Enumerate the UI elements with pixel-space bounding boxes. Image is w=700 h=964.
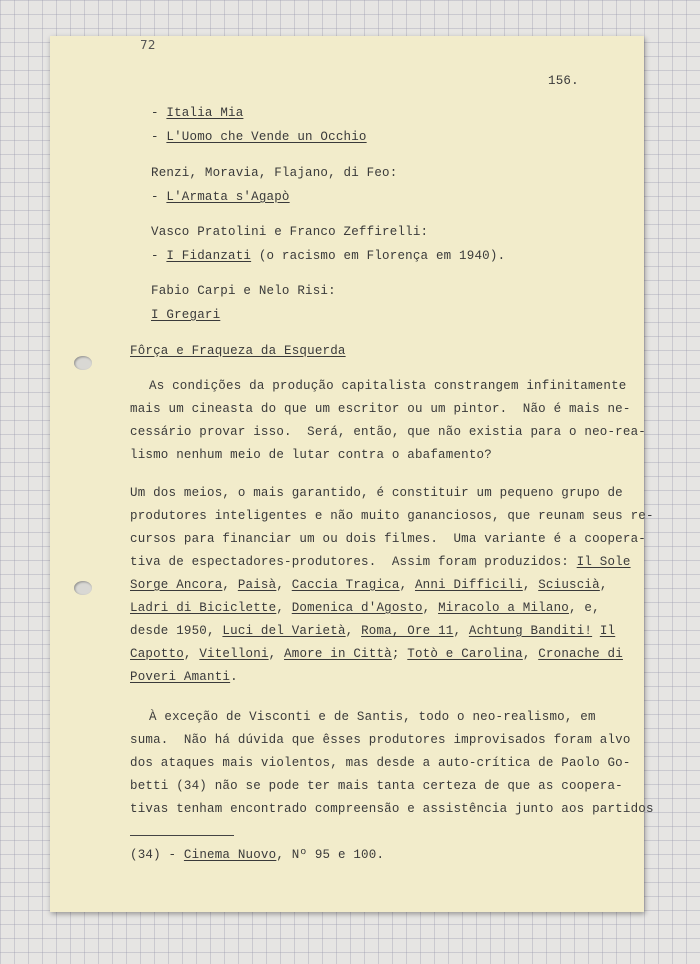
film-list-item: - Italia Mia: [151, 106, 244, 120]
film-note: (o racismo em Florença em 1940).: [251, 249, 506, 263]
punch-hole-top: [74, 356, 92, 370]
film-title: Vitelloni: [199, 647, 269, 661]
paragraph-line: dos ataques mais violentos, mas desde a auto-crítica de Paolo Go-: [130, 756, 631, 770]
film-title: Sorge Ancora: [130, 578, 223, 592]
film-title: Achtung Banditi!: [468, 624, 593, 638]
film-title: L'Armata s'Agapò: [166, 190, 290, 204]
film-list-item: - L'Uomo che Vende un Occhio: [151, 130, 367, 144]
film-title: Amore in Città: [284, 647, 392, 661]
paragraph-line: suma. Não há dúvida que êsses produtores improvisados foram alvo: [130, 733, 631, 747]
film-title: I Fidanzati: [166, 249, 252, 263]
film-list-item: - L'Armata s'Agapò: [151, 190, 290, 204]
film-title: Caccia Tragica: [291, 578, 400, 592]
film-title: Il Sole: [576, 555, 631, 569]
typed-page-number: 156.: [548, 74, 579, 88]
paragraph-line: Sorge Ancora, Paisà, Caccia Tragica, Anni Difficili, Sciuscià,: [130, 578, 616, 592]
film-title: Il: [599, 624, 616, 638]
film-title: Poveri Amanti: [130, 670, 231, 684]
footnote: (34) - Cinema Nuovo, Nº 95 e 100.: [130, 848, 385, 862]
film-title: Ladri di Biciclette: [130, 601, 277, 615]
paragraph-line: tivas tenham encontrado compreensão e assistência junto aos partidos: [130, 802, 654, 816]
paragraph-line: À exceção de Visconti e de Santis, todo o neo-realismo, em: [149, 710, 596, 724]
paragraph-line: desde 1950, Luci del Varietà, Roma, Ore 11, Achtung Banditi! Il: [130, 624, 616, 638]
paragraph-line: cursos para financiar um ou dois filmes. Uma variante é a coopera-: [130, 532, 646, 546]
paragraph-line: mais um cineasta do que um escritor ou um pintor. Não é mais ne-: [130, 402, 631, 416]
film-title: Capotto: [130, 647, 184, 661]
typewritten-page: [50, 36, 654, 912]
film-title: Totò e Carolina: [407, 647, 523, 661]
film-title: Domenica d'Agosto: [291, 601, 423, 615]
paragraph-line: Poveri Amanti.: [130, 670, 238, 684]
paragraph-line: [130, 555, 631, 569]
film-title: Cronache di: [538, 647, 623, 661]
paragraph-line: Um dos meios, o mais garantido, é constituir um pequeno grupo de: [130, 486, 623, 500]
paragraph-line: cessário provar isso. Será, então, que não existia para o neo-rea-: [130, 425, 646, 439]
film-title: L'Uomo che Vende un Occhio: [166, 130, 367, 144]
film-title: Paisà: [237, 578, 277, 592]
paragraph-line: Ladri di Biciclette, Domenica d'Agosto, Miracolo a Milano, e,: [130, 601, 600, 615]
film-list-item: - I Fidanzati (o racismo em Florença em 1940).: [151, 249, 506, 263]
film-title: Sciuscià: [538, 578, 600, 592]
film-credit: Renzi, Moravia, Flajano, di Feo:: [151, 166, 398, 180]
section-heading: Fôrça e Fraqueza da Esquerda: [130, 344, 346, 358]
film-title: Roma, Ore 11: [361, 624, 454, 638]
paragraph-line: betti (34) não se pode ter mais tanta certeza de que as coopera-: [130, 779, 623, 793]
paragraph-line: lismo nenhum meio de lutar contra o abafamento?: [130, 448, 492, 462]
paragraph-text: tiva de espectadores-produtores. Assim foram produzidos:: [130, 555, 577, 569]
film-title: Luci del Varietà: [222, 624, 346, 638]
film-title: Italia Mia: [166, 106, 244, 120]
paragraph-line: As condições da produção capitalista constrangem infinitamente: [149, 379, 627, 393]
film-title: Anni Difficili: [414, 578, 523, 592]
footnote-title: Cinema Nuovo: [183, 848, 277, 862]
paragraph-line: Capotto, Vitelloni, Amore in Città; Totò e Carolina, Cronache di: [130, 647, 623, 661]
film-credit: Vasco Pratolini e Franco Zeffirelli:: [151, 225, 429, 239]
paragraph-line: produtores inteligentes e não muito gananciosos, que reunam seus re-: [130, 509, 654, 523]
film-title: Miracolo a Milano: [438, 601, 569, 615]
film-credit: Fabio Carpi e Nelo Risi:: [151, 284, 336, 298]
footnote-rule: [130, 835, 234, 836]
film-title: I Gregari: [151, 308, 221, 322]
punch-hole-bottom: [74, 581, 92, 595]
handwritten-page-number: 72: [140, 38, 156, 52]
